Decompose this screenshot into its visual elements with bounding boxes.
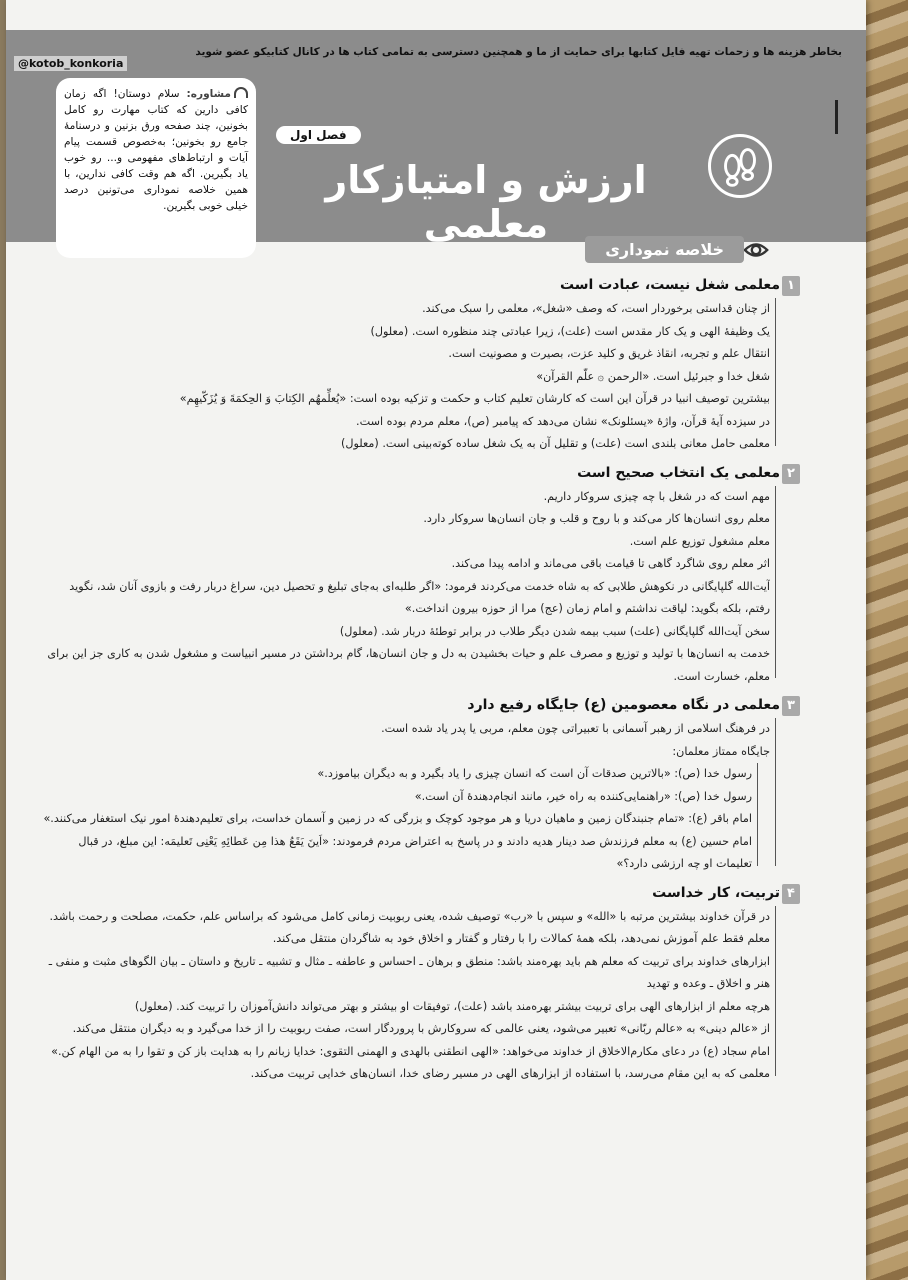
section-2 — [6, 460, 866, 689]
section-items — [6, 486, 866, 689]
chapter-badge: فصل اول — [276, 126, 361, 144]
advice-label: مشاوره: — [186, 88, 231, 100]
section-number: ۴ — [782, 884, 800, 904]
eye-icon — [742, 236, 770, 264]
list-item: در سیزده آیهٔ قرآن، واژهٔ «یسئلونک» نشان می‌دهد که پیامبر (ص)، معلم مردم بوده است. — [42, 411, 770, 434]
list-item: معلم مشغول توزیع علم است. — [42, 531, 770, 554]
section-items — [6, 906, 866, 1086]
list-item: در قرآن خداوند بیشترین مرتبه با «الله» و سپس با «رب» توصیف شده، یعنی ربوبیت زمانی کامل می‌شود که براساس علم، حکمت، مصلحت و رحمت باشد. — [42, 906, 770, 929]
advice-bubble — [56, 78, 256, 258]
chapter-header — [6, 30, 866, 246]
list-item: معلم روی انسان‌ها کار می‌کند و با روح و قلب و جان انسان‌ها سروکار دارد. — [42, 508, 770, 531]
summary-heading — [6, 242, 866, 268]
section-4 — [6, 880, 866, 1086]
sub-list — [42, 763, 770, 876]
sub-list-item: امام حسین (ع) به معلم فرزندش صد دینار هدیه دادند و در پاسخ به اعتراض مردم فرمودند: «اَینَ یَقَعُ هذا مِن عَطائِهِ یَعْنِی تَعلیمَه: این مبلغ، در قبال تعلیمات او چه ارزشی دارد؟» — [42, 831, 752, 876]
page-edge-mark — [835, 100, 838, 134]
section-title: تربیت، کار خداست — [652, 884, 780, 901]
section-items — [6, 298, 866, 456]
list-item: آیت‌الله گلپایگانی در نکوهش طلابی که به شاه خدمت می‌کردند فرمود: «اگر طلبه‌ای به‌جای تبلیغ و تحصیل دین، سراغ دربار رفت و بازوی آنان شد، نگوید رفتم، بلکه بگوید: لیاقت نداشتم و امام زمان (عج) مرا از حوزه بیرون انداخت.» — [42, 576, 770, 621]
section-number: ۳ — [782, 696, 800, 716]
section-number: ۱ — [782, 276, 800, 296]
section-heading — [6, 272, 866, 298]
section-title: معلمی یک انتخاب صحیح است — [577, 464, 780, 481]
list-item: یک وظیفهٔ الهی و یک کار مقدس است (علت)، زیرا عبادتی چند منظوره است. (معلول) — [42, 321, 770, 344]
list-item: مهم است که در شغل با چه چیزی سروکار داریم. — [42, 486, 770, 509]
channel-handle: @kotob_konkoria — [14, 56, 127, 71]
footprints-icon — [708, 134, 772, 198]
list-item: خدمت به انسان‌ها با تولید و توزیع و مصرف علم و حیات بخشیدن به دل و جان انسان‌ها، گام برداشتن در مسیر انبیاست و مشغول شدن به کاری جز این برای معلم، خسارت است. — [42, 643, 770, 688]
section-items — [6, 718, 866, 876]
section-title: معلمی شغل نیست، عبادت است — [559, 277, 780, 293]
section-heading — [6, 460, 866, 486]
channel-notice: بخاطر هزینه ها و زحمات تهیه فایل کتابها برای حمایت از ما و همچنین دسترسی به تمامی کتاب ها در کانال کتابیکو عضو شوید — [195, 46, 842, 58]
advice-text: سلام دوستان! اگه زمان کافی دارین که کتاب مهارت رو کامل بخونین، چند صفحه ورق بزنین و درسنامهٔ جامع رو بخونین؛ به‌خصوص قسمت پیام آیات و ارتباط‌های مفهومی و... رو خوب یاد بگیرین. اگه هم وقت کافی ندارین، با همین خلاصه نموداری می‌تونین درصد خیلی خوبی بگیرین. — [64, 88, 248, 212]
list-item: معلم فقط علم آموزش نمی‌دهد، بلکه همهٔ کمالات را با رفتار و گفتار و اخلاق خود به شاگردان منتقل می‌کند. — [42, 928, 770, 951]
list-item: بیشترین توصیف انبیا در قرآن این است که کارشان تعلیم کتاب و حکمت و تزکیه بوده است: «یُعلِّمهُم الکِتابَ وَ الحِکمَةَ وَ یُزَکّیهِم» — [42, 388, 770, 411]
headphone-icon — [234, 87, 248, 98]
list-item: سخن آیت‌الله گلپایگانی (علت) سبب بیمه شدن دیگر طلاب در برابر توطئهٔ دربار شد. (معلول) — [42, 621, 770, 644]
sub-list-item: امام باقر (ع): «تمام جنبندگان زمین و ماهیان دریا و هر موجود کوچک و بزرگی که در زمین و آسمان خداست، برای تعلیم‌دهندهٔ امور نیک استغفار می‌کنند.» — [42, 808, 752, 831]
section-title: معلمی در نگاه معصومین (ع) جایگاه رفیع دارد — [467, 697, 780, 713]
section-3 — [6, 692, 866, 876]
background-fabric — [866, 0, 908, 1280]
list-item: هرچه معلم از ابزارهای الهی برای تربیت بیشتر بهره‌مند باشد (علت)، توفیقات او بیشتر و بهتر می‌تواند دانش‌آموزان را تربیت کند. (معلول) — [42, 996, 770, 1019]
list-item: شغل خدا و جبرئیل است. «الرحمن ۞ علّم القرآن» — [42, 366, 770, 389]
chapter-title: ارزش و امتیازکار معلمی — [325, 158, 647, 246]
sub-list-item: رسول خدا (ص): «راهنمایی‌کننده به راه خیر، مانند انجام‌دهندهٔ آن است.» — [42, 786, 752, 809]
list-item: در فرهنگ اسلامی از رهبر آسمانی با تعبیراتی چون معلم، مربی یا پدر یاد شده است. — [42, 718, 770, 741]
book-page — [6, 0, 866, 1280]
summary-content — [6, 272, 866, 1086]
list-item: ابزارهای خداوند برای تربیت که معلم هم باید بهره‌مند باشد: منطق و برهان ـ احساس و عاطفه ـ مثال و تشبیه ـ تاریخ و داستان ـ بیان الگوهای مثبت و منفی ـ هنر و اخلاق ـ وعده و تهدید — [42, 951, 770, 996]
list-item: از چنان قداستی برخوردار است، که وصف «شغل»، معلمی را سبک می‌کند. — [42, 298, 770, 321]
section-heading — [6, 880, 866, 906]
sub-list-item: رسول خدا (ص): «بالاترین صدقات آن است که انسان چیزی را یاد بگیرد و به دیگران بیاموزد.» — [42, 763, 752, 786]
section-heading — [6, 692, 866, 718]
list-item: امام سجاد (ع) در دعای مکارم‌الاخلاق از خداوند می‌خواهد: «الهی انطقنی بالهدی و الهمنی التقوی: خدایا زبانم را به هدایت باز کن و تقوا را به من الهام کن.» معلمی که به این مقام می‌رسد، با استفاده از ابزارهای الهی در مسیر رضای خدا، انسان‌های خدایی تربیت می‌کند. — [42, 1041, 770, 1086]
list-item: معلمی حامل معانی بلندی است (علت) و تقلیل آن به یک شغل ساده کوته‌بینی است. (معلول) — [42, 433, 770, 456]
list-item: انتقال علم و تجربه، انقاذ غریق و کلید عزت، بصیرت و مصونیت است. — [42, 343, 770, 366]
list-item: جایگاه ممتاز معلمان: — [42, 741, 770, 764]
section-number: ۲ — [782, 464, 800, 484]
summary-label: خلاصه نموداری — [585, 236, 744, 263]
list-item: از «عالم دینی» به «عالم ربّانی» تعبیر می‌شود، یعنی عالمی که سروکارش با پروردگار است، صفت ربوبیت را از خدا می‌گیرد و به دیگران منتقل می‌کند. — [42, 1018, 770, 1041]
list-item: اثر معلم روی شاگرد گاهی تا قیامت باقی می‌ماند و ادامه پیدا می‌کند. — [42, 553, 770, 576]
section-1 — [6, 272, 866, 456]
